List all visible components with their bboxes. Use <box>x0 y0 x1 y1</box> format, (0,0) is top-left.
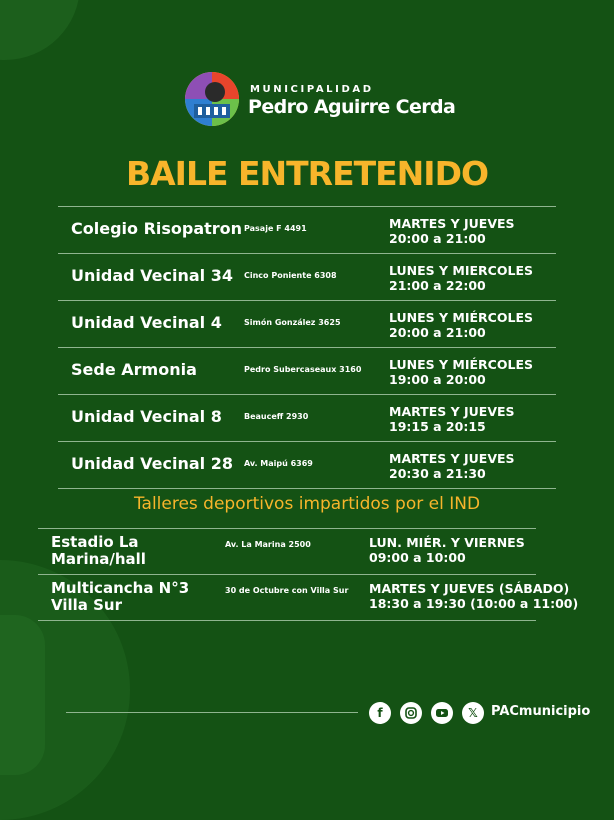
venue-time <box>389 310 533 340</box>
schedule-row <box>58 254 556 301</box>
venue-address: Av. La Marina 2500 <box>225 540 311 549</box>
social-handle[interactable]: PACmunicipio <box>491 704 591 719</box>
venue-days: LUN. MIÉR. Y VIERNES <box>369 535 525 550</box>
schedule-row <box>58 442 556 489</box>
instagram-icon[interactable] <box>400 702 422 724</box>
ind-schedule-row <box>38 575 579 621</box>
municipality-label: MUNICIPALIDAD <box>250 84 374 95</box>
venue-address: Pasaje F 4491 <box>244 224 307 233</box>
venue-hours: 20:00 a 21:00 <box>389 325 486 340</box>
venue-hours: 09:00 a 10:00 <box>369 550 466 565</box>
venue-days: MARTES Y JUEVES (SÁBADO) <box>369 581 570 596</box>
ind-schedule-row <box>38 528 536 575</box>
venue-address: Av. Maipú 6369 <box>244 459 313 468</box>
venue-hours: 19:15 a 20:15 <box>389 419 486 434</box>
venue-time <box>389 263 533 293</box>
venue-days: LUNES Y MIERCOLES <box>389 263 533 278</box>
venue-time <box>369 581 578 611</box>
youtube-icon[interactable] <box>431 702 453 724</box>
venue-time <box>389 357 533 387</box>
ind-schedule-table <box>38 528 579 621</box>
venue-name: Estadio La Marina/hall <box>51 533 146 568</box>
venue-name: Colegio Risopatron <box>71 219 243 238</box>
decorative-circle <box>0 0 80 60</box>
venue-address: 30 de Octubre con Villa Sur <box>225 586 349 595</box>
schedule-table <box>58 206 556 489</box>
venue-name: Unidad Vecinal 8 <box>71 407 222 426</box>
schedule-row <box>58 348 556 395</box>
venue-address: Simón González 3625 <box>244 318 341 327</box>
page-title: BAILE ENTRETENIDO <box>125 154 489 193</box>
facebook-icon[interactable]: f <box>369 702 391 724</box>
venue-days: MARTES Y JUEVES <box>389 451 515 466</box>
venue-address: Beauceff 2930 <box>244 412 309 421</box>
venue-name: Unidad Vecinal 34 <box>71 266 233 285</box>
venue-time <box>389 404 515 434</box>
footer-divider <box>66 712 358 713</box>
schedule-row <box>58 206 556 254</box>
venue-hours: 20:30 a 21:30 <box>389 466 486 481</box>
venue-name: Multicancha N°3 Villa Sur <box>51 579 190 614</box>
venue-time <box>389 216 515 246</box>
venue-hours: 18:30 a 19:30 (10:00 a 11:00) <box>369 596 579 611</box>
municipality-logo <box>182 70 242 128</box>
venue-time <box>389 451 515 481</box>
venue-name: Unidad Vecinal 28 <box>71 454 233 473</box>
venue-hours: 21:00 a 22:00 <box>389 278 486 293</box>
venue-days: LUNES Y MIÉRCOLES <box>389 310 533 325</box>
venue-address: Pedro Subercaseaux 3160 <box>244 365 362 374</box>
schedule-row <box>58 395 556 442</box>
x-icon[interactable]: 𝕏 <box>462 702 484 724</box>
venue-hours: 19:00 a 20:00 <box>389 372 486 387</box>
venue-days: LUNES Y MIÉRCOLES <box>389 357 533 372</box>
venue-address: Cinco Poniente 6308 <box>244 271 337 280</box>
ind-section-title: Talleres deportivos impartidos por el IND <box>133 494 481 514</box>
venue-days: MARTES Y JUEVES <box>389 404 515 419</box>
venue-time <box>369 535 525 565</box>
municipality-name: Pedro Aguirre Cerda <box>248 96 456 118</box>
venue-days: MARTES Y JUEVES <box>389 216 515 231</box>
schedule-row <box>58 301 556 348</box>
venue-name: Sede Armonia <box>71 360 197 379</box>
decorative-shape <box>0 615 45 775</box>
venue-hours: 20:00 a 21:00 <box>389 231 486 246</box>
venue-name: Unidad Vecinal 4 <box>71 313 222 332</box>
